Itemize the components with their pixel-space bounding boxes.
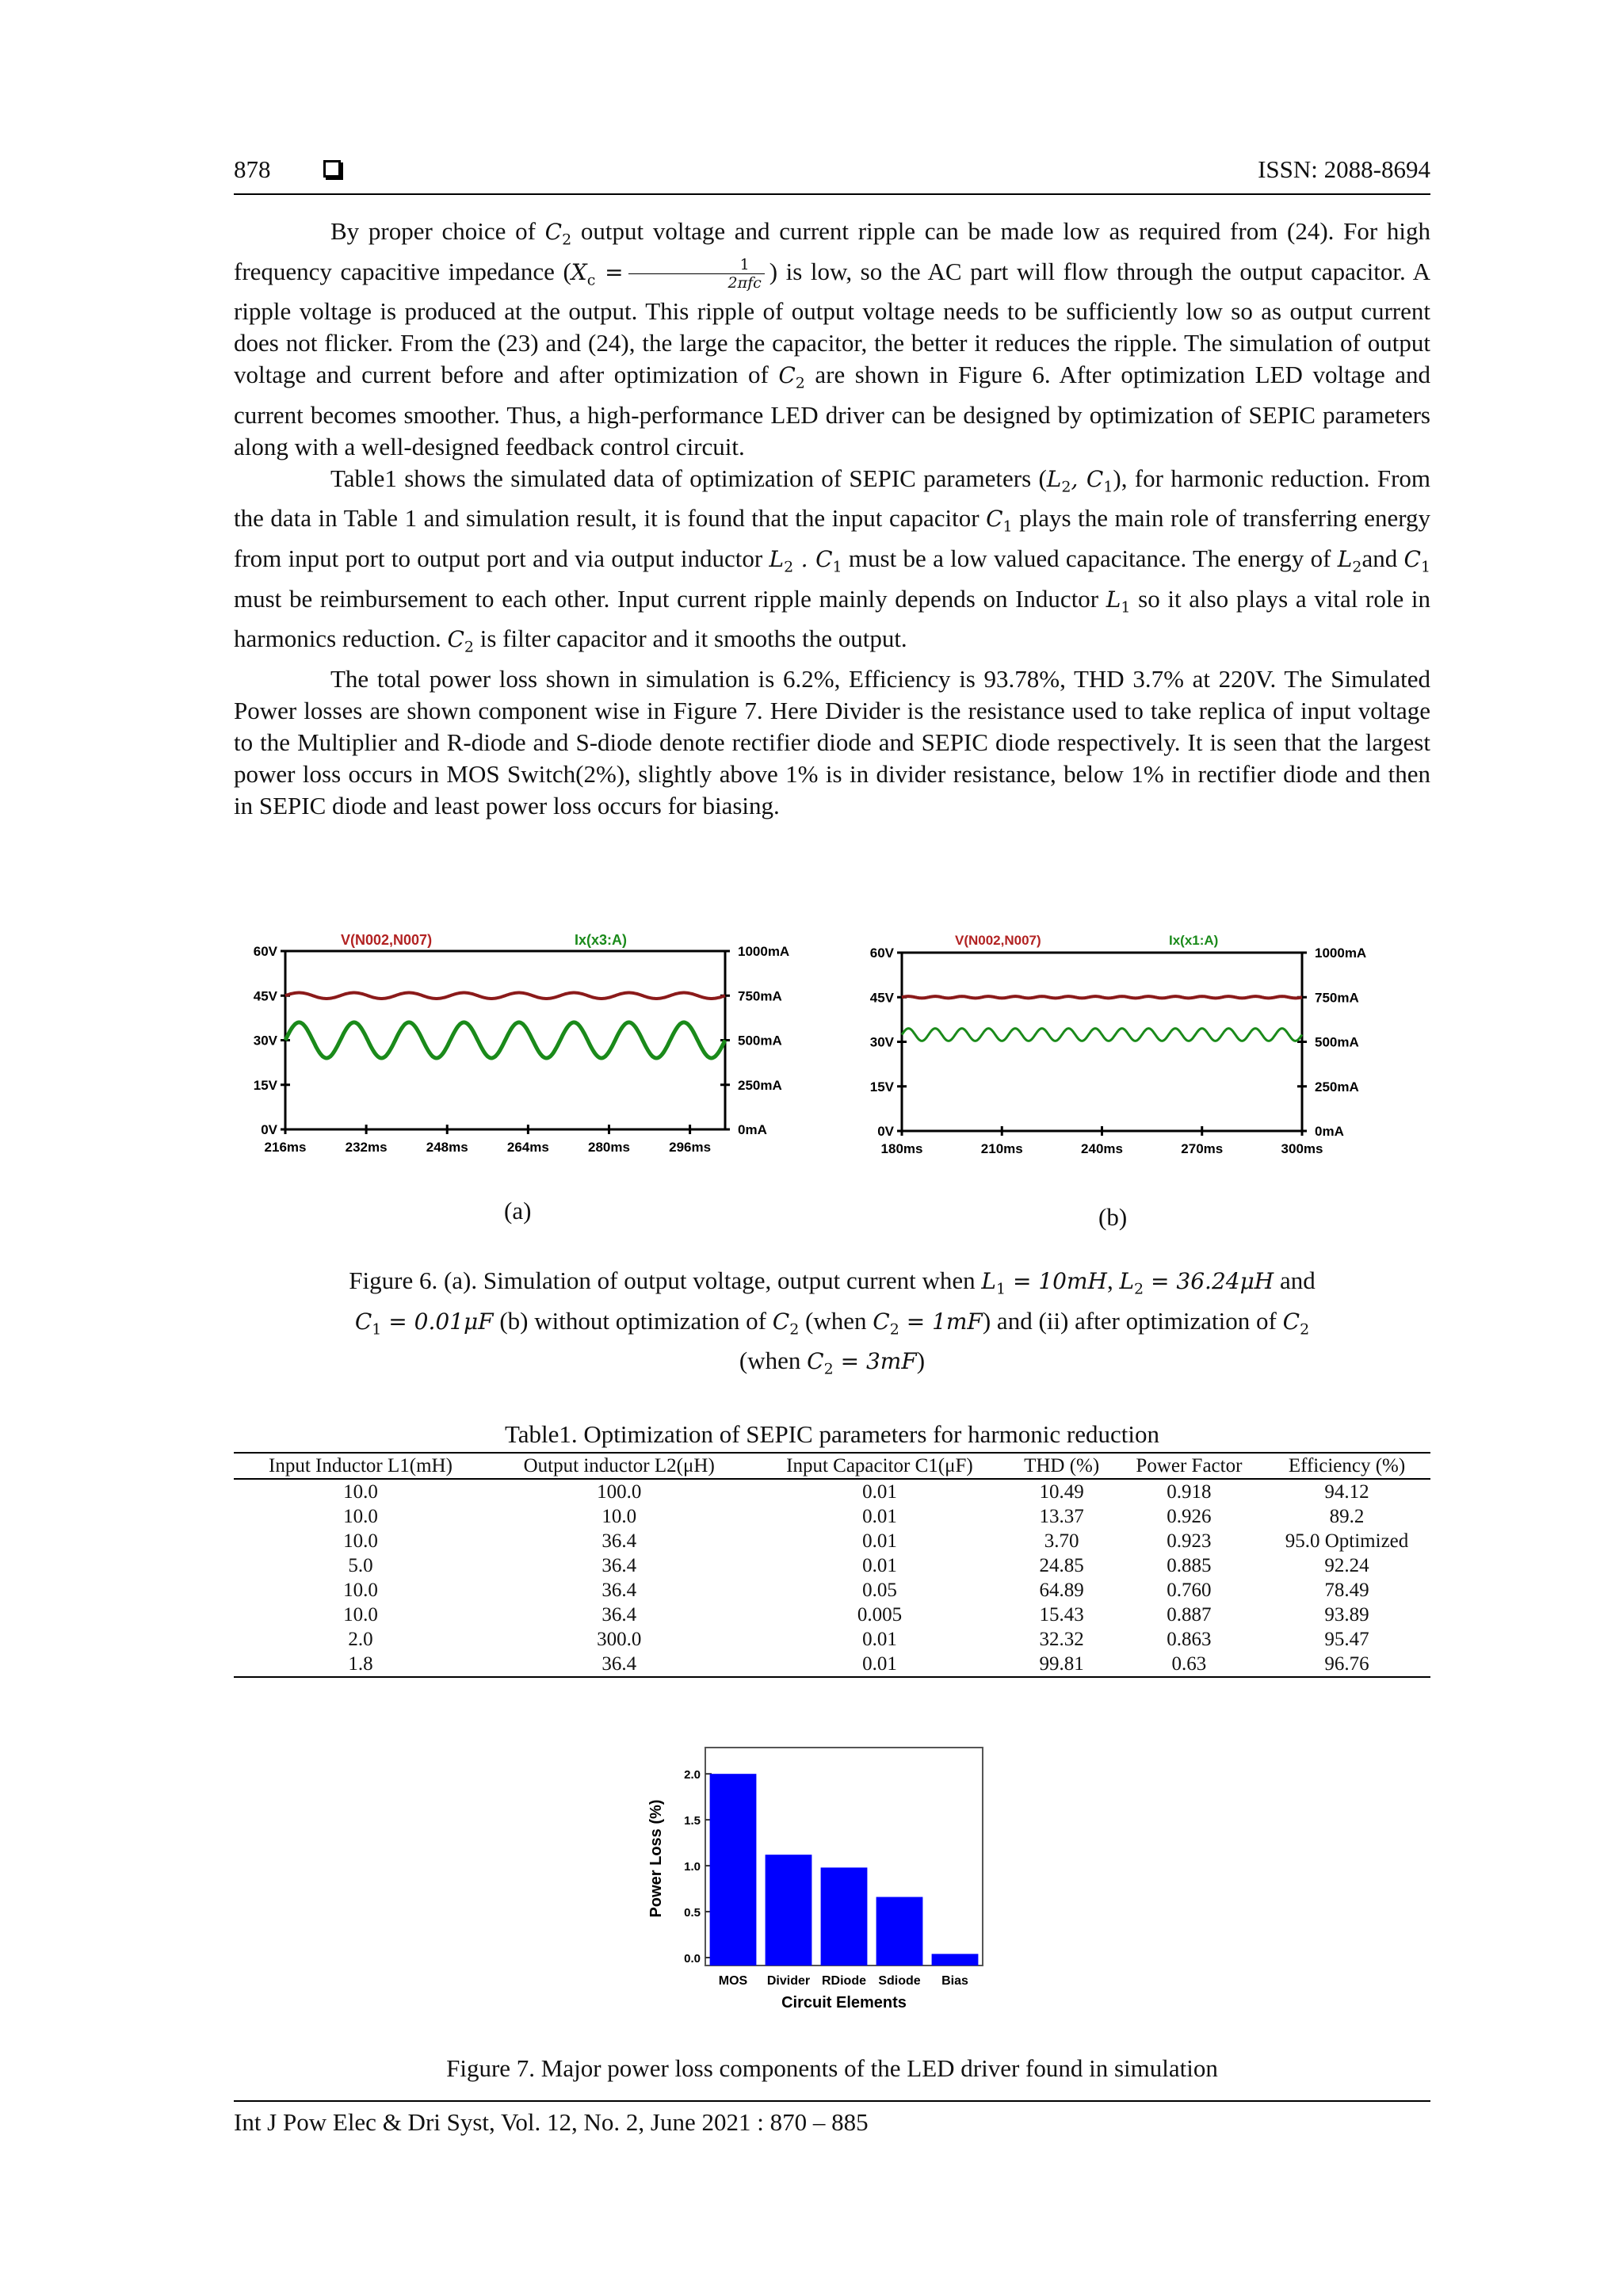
y-right-tick-label: 750mA [1315, 990, 1359, 1006]
y-left-tick-label: 45V [253, 988, 277, 1004]
x-axis-title: Circuit Elements [781, 1994, 907, 2011]
table-cell: 0.05 [862, 1580, 897, 1601]
col-power-factor: Power Factor [1115, 1453, 1263, 1479]
table-cell: 99.81 [1008, 1652, 1114, 1677]
table-cell: 0.926 [1167, 1506, 1212, 1527]
table-cell: 36.4 [601, 1555, 637, 1576]
table-cell: 100.0 [597, 1481, 642, 1503]
table-row [234, 1627, 1430, 1652]
col-efficiency: Efficiency (%) [1263, 1453, 1430, 1479]
right-y-ticks [1297, 946, 1366, 1139]
table-cell: 10.0 [343, 1580, 378, 1601]
table-cell: 10.49 [1039, 1481, 1084, 1503]
x-axis-labels [719, 1974, 968, 1988]
table-cell: 32.32 [1039, 1629, 1084, 1650]
bar-divider [766, 1855, 812, 1966]
table-1 [234, 1452, 1430, 1678]
voltage-trace [902, 996, 1302, 998]
table-cell: 10.0 [343, 1530, 378, 1552]
bar-bias [932, 1954, 979, 1966]
y-tick-label: 1.0 [684, 1860, 701, 1874]
table-cell: 95.0 Optimized [1285, 1530, 1409, 1552]
col-input-inductor: Input Inductor L1(mH) [234, 1453, 487, 1479]
table-cell: 96.76 [1263, 1652, 1430, 1677]
table-cell: 0.885 [1167, 1555, 1212, 1576]
impedance-fraction: $\frac{1}{\text{2πfc}}$ [628, 256, 765, 292]
bar-rdiode [821, 1867, 868, 1966]
table-cell: 0.005 [857, 1604, 903, 1626]
y-tick-label: 1.5 [684, 1814, 701, 1828]
paragraph-3: The total power loss shown in simulation is 6.2%, Efficiency is 93.78%, THD 3.7% at 220V. The Simulated Power losses are shown component wise in Figure 7. Here Divider is the resistance used to take replica of input voltage to the Multiplier and R-diode and S-diode denote rectifier diode and SEPIC diode respectively. It is seen that the largest power loss occurs in MOS Switch(2%), slightly above 1% is in divider resistance, below 1% in rectifier diode and then in SEPIC diode and least power loss occurs for biasing. [234, 664, 1430, 819]
table-cell: 1.8 [234, 1652, 487, 1677]
table-cell: 36.4 [601, 1530, 637, 1552]
x-category-label: RDiode [822, 1974, 866, 1988]
col-thd: THD (%) [1008, 1453, 1114, 1479]
x-category-label: Divider [766, 1974, 811, 1988]
figure-7-bar-chart [634, 1740, 999, 2017]
y-right-tick-label: 250mA [1315, 1079, 1359, 1095]
voltage-trace-label: V(N002,N007) [341, 932, 433, 948]
journal-issn: ISSN: 2088-8694 [1258, 155, 1430, 183]
y-right-tick-label: 500mA [738, 1033, 782, 1049]
x-tick-label: 300ms [1281, 1141, 1323, 1156]
table-cell: 300.0 [597, 1629, 642, 1650]
table-cell: 0.918 [1167, 1481, 1212, 1503]
header-rule [234, 193, 1430, 195]
col-output-inductor: Output inductor L2(μH) [487, 1453, 751, 1479]
current-trace-label: Ix(x3:A) [575, 932, 628, 948]
table-cell: 64.89 [1039, 1580, 1084, 1601]
table-cell: 92.24 [1324, 1555, 1369, 1576]
figure-6a-sublabel: (a) [504, 1197, 532, 1224]
y-right-tick-label: 0mA [738, 1122, 767, 1137]
x-category-label: Sdiode [878, 1974, 921, 1988]
paragraph-1: By proper choice of $C_2$ output voltage and current ripple can be made low as required from (24). For high frequency capacitive impedance ($X_c$ = $\frac{1}{\text{2πfc}}$ ) is low, so the AC part will flow through the output capacitor. A ripple voltage is produced at the output. This ripple of output voltage needs to be sufficiently low so as output current does not flicker. From the (23) and (24), the large the capacitor, the better it reduces the ripple. The simulation of output voltage and current before and after optimization of $C_2$ are shown in Figure 6. After optimization LED voltage and current becomes smoother. Thus, a high-performance LED driver can be designed by optimization of SEPIC parameters along with a well-designed feedback control circuit. [234, 217, 1431, 460]
page-number: 878 [234, 155, 271, 183]
table-cell: 0.01 [750, 1652, 1008, 1677]
x-tick-label: 280ms [588, 1140, 630, 1155]
y-left-tick-label: 60V [253, 944, 277, 959]
table-row [234, 1504, 1430, 1529]
table-cell: 94.12 [1324, 1481, 1369, 1503]
current-trace-label: Ix(x1:A) [1169, 933, 1219, 948]
y-left-tick-label: 15V [253, 1077, 277, 1093]
body-paragraphs [234, 216, 1430, 822]
y-left-tick-label: 60V [869, 946, 894, 961]
x-tick-label: 180ms [880, 1141, 923, 1156]
table-cell: 0.923 [1167, 1530, 1212, 1552]
table-cell: 10.0 [601, 1506, 637, 1527]
y-right-tick-label: 500mA [1315, 1034, 1359, 1050]
table-cell: 36.4 [601, 1580, 637, 1601]
table-cell: 89.2 [1329, 1506, 1365, 1527]
x-tick-label: 296ms [669, 1140, 712, 1155]
figure-7-caption: Figure 7. Major power loss components of the LED driver found in simulation [446, 2054, 1218, 2082]
y-right-tick-label: 0mA [1315, 1124, 1344, 1139]
right-y-ticks [720, 944, 789, 1137]
y-right-tick-label: 1000mA [738, 944, 790, 959]
table-cell: 0.760 [1167, 1580, 1212, 1601]
bar-sdiode [876, 1897, 923, 1966]
figure-6-caption: Figure 6. (a). Simulation of output voltage, output current when $L_1 = 10mH$, $L_2 = 36.24\mu H$ and $C_1 = 0.01\mu F$ (b) without optimization of $C_2$ (when $C_2 = 1mF$) and (ii) after optimization of $C_2$ (when $C_2 = 3mF$) [349, 1266, 1316, 1378]
y-tick-label: 0.0 [684, 1952, 701, 1966]
table-cell: 24.85 [1039, 1555, 1084, 1576]
y-left-tick-label: 30V [253, 1033, 277, 1049]
y-axis-title: Power Loss (%) [647, 1799, 665, 1918]
table-row [234, 1652, 1430, 1677]
table-cell: 3.70 [1044, 1530, 1079, 1552]
table-body [234, 1479, 1430, 1677]
x-category-label: Bias [941, 1974, 968, 1988]
table-cell: 0.01 [862, 1530, 897, 1552]
x-tick-label: 240ms [1081, 1141, 1123, 1156]
y-left-tick-label: 0V [261, 1122, 277, 1137]
y-left-tick-label: 0V [877, 1124, 894, 1139]
y-right-tick-label: 750mA [738, 988, 782, 1004]
table-cell: 36.4 [601, 1604, 637, 1626]
x-tick-label: 216ms [264, 1140, 307, 1155]
figure-6a-simulation [238, 927, 800, 1173]
x-tick-label: 264ms [506, 1140, 549, 1155]
footer-rule [234, 2100, 1430, 2102]
table-row [234, 1529, 1430, 1553]
table-cell: 0.887 [1167, 1604, 1212, 1626]
table-cell: 5.0 [348, 1555, 373, 1576]
table-header-row [234, 1453, 1430, 1479]
table-cell: 95.47 [1324, 1629, 1369, 1650]
y-right-tick-label: 250mA [738, 1077, 782, 1093]
journal-footer: Int J Pow Elec & Dri Syst, Vol. 12, No. 2, June 2021 : 870 – 885 [234, 2108, 869, 2136]
table-row [234, 1479, 1430, 1504]
table-cell: 10.0 [343, 1604, 378, 1626]
y-left-tick-label: 30V [869, 1034, 894, 1050]
y-tick-label: 2.0 [684, 1768, 701, 1782]
y-tick-label: 0.5 [684, 1906, 701, 1920]
figure-6b-sublabel: (b) [1098, 1203, 1128, 1231]
square-box-icon [323, 160, 341, 178]
table-cell: 0.63 [1115, 1652, 1263, 1677]
table-cell: 15.43 [1039, 1604, 1084, 1626]
x-tick-label: 248ms [426, 1140, 468, 1155]
x-category-label: MOS [718, 1974, 748, 1988]
table-cell: 0.01 [862, 1506, 897, 1527]
paragraph-2: Table1 shows the simulated data of optimization of SEPIC parameters ($L_2$, $C_1$), for harmonic reduction. From the data in Table 1 and simulation result, it is found that the input capacitor $C_1$ plays the main role of transferring energy from input port to output port and via output inductor $L_2$ . $C_1$ must be a low valued capacitance. The energy of $L_2and$ $C_1$ must be reimbursement to each other. Input current ripple mainly depends on Inductor $L_1$ so it also plays a vital role in harmonics reduction. $C_2$ is filter capacitor and it smooths the output. [234, 464, 1431, 656]
y-left-tick-label: 45V [869, 990, 894, 1006]
table-cell: 78.49 [1324, 1580, 1369, 1601]
table-cell: 0.01 [862, 1629, 897, 1650]
table-cell: 0.01 [862, 1481, 897, 1503]
voltage-trace-label: V(N002,N007) [955, 933, 1041, 948]
figure-6b-simulation [864, 927, 1379, 1173]
table-cell: 10.0 [343, 1506, 378, 1527]
table-1-title: Table1. Optimization of SEPIC parameters for harmonic reduction [505, 1420, 1159, 1448]
x-tick-label: 270ms [1181, 1141, 1224, 1156]
table-cell: 10.0 [343, 1481, 378, 1503]
table-cell: 93.89 [1324, 1604, 1369, 1626]
y-right-tick-label: 1000mA [1315, 946, 1367, 961]
col-input-capacitor: Input Capacitor C1(μF) [750, 1453, 1008, 1479]
y-left-tick-label: 15V [869, 1079, 894, 1095]
table-cell: 13.37 [1039, 1506, 1084, 1527]
bar-mos [710, 1774, 757, 1966]
table-row [234, 1603, 1430, 1627]
table-row [234, 1578, 1430, 1603]
table-cell: 0.01 [862, 1555, 897, 1576]
x-tick-label: 210ms [980, 1141, 1023, 1156]
table-cell: 2.0 [348, 1629, 373, 1650]
x-tick-label: 232ms [345, 1140, 388, 1155]
table-row [234, 1553, 1430, 1578]
table-cell: 0.863 [1167, 1629, 1212, 1650]
table-cell: 36.4 [487, 1652, 751, 1677]
